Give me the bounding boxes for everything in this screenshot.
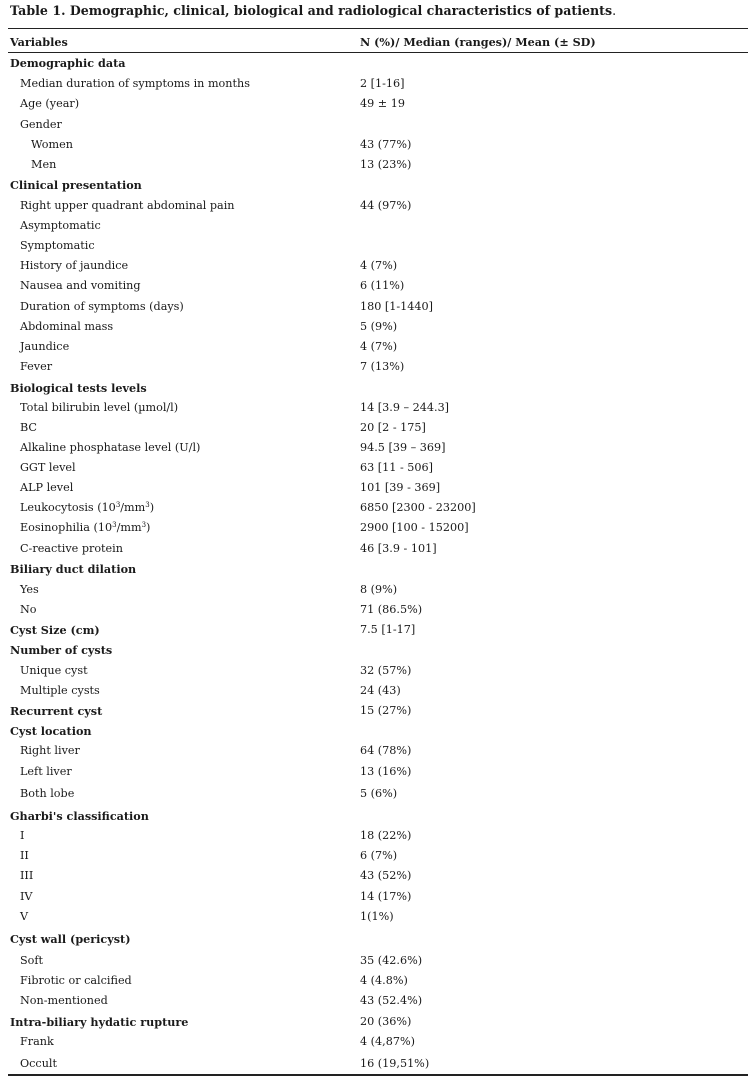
- row-label: Right upper quadrant abdominal pain: [20, 199, 235, 212]
- table-row: [0, 339, 756, 359]
- row-label: Alkaline phosphatase level (U/l): [20, 441, 201, 454]
- table-row: [0, 683, 756, 703]
- table-row: [0, 663, 756, 683]
- table-row: [0, 157, 756, 177]
- row-value: 4 (7%): [360, 340, 398, 353]
- table-row: [0, 848, 756, 868]
- table-row: [0, 480, 756, 500]
- row-label: Frank: [20, 1035, 54, 1048]
- section-row: [0, 380, 756, 400]
- table-row: [0, 909, 756, 929]
- table-row: [0, 582, 756, 602]
- table-row: [0, 1056, 756, 1076]
- table-row: [0, 541, 756, 561]
- table-row: [0, 440, 756, 460]
- row-value: 15 (27%): [360, 704, 412, 717]
- row-value: 20 [2 - 175]: [360, 421, 426, 434]
- row-value: 64 (78%): [360, 744, 412, 757]
- row-value: 20 (36%): [360, 1015, 412, 1028]
- table-caption-label: Table 1: [10, 3, 62, 18]
- row-label: GGT level: [20, 461, 76, 474]
- section-row: [0, 561, 756, 581]
- row-value: 43 (52%): [360, 869, 412, 882]
- table-row: [0, 299, 756, 319]
- section-heading: Recurrent cyst: [10, 704, 103, 718]
- row-value: 13 (16%): [360, 765, 412, 778]
- row-value: 7.5 [1-17]: [360, 623, 416, 636]
- row-label: BC: [20, 421, 37, 434]
- row-label: C-reactive protein: [20, 542, 123, 555]
- row-value: 14 [3.9 – 244.3]: [360, 401, 450, 414]
- row-label-part: /mm: [116, 521, 142, 534]
- row-label: II: [20, 849, 29, 862]
- row-value: 32 (57%): [360, 664, 412, 677]
- row-label: Unique cyst: [20, 664, 88, 677]
- row-label: Left liver: [20, 765, 72, 778]
- table-row: [0, 520, 756, 540]
- section-row: [0, 642, 756, 662]
- row-label: History of jaundice: [20, 259, 129, 272]
- row-label: [20, 520, 150, 536]
- row-value: 4 (4,87%): [360, 1035, 415, 1048]
- section-heading: Number of cysts: [10, 643, 113, 657]
- row-value: 180 [1-1440]: [360, 300, 434, 313]
- row-value: 13 (23%): [360, 158, 412, 171]
- row-label: Yes: [20, 583, 39, 596]
- table-row: [0, 993, 756, 1013]
- row-value: 43 (52.4%): [360, 994, 423, 1007]
- row-value: 44 (97%): [360, 199, 412, 212]
- row-value: 4 (4.8%): [360, 974, 408, 987]
- row-label: IV: [20, 890, 33, 903]
- row-label: Median duration of symptoms in months: [20, 77, 250, 90]
- row-value: 6850 [2300 - 23200]: [360, 501, 476, 514]
- column-header-variables: Variables: [10, 35, 68, 49]
- column-header-values: N (%)/ Median (ranges)/ Mean (± SD): [360, 35, 596, 49]
- table-row: [0, 198, 756, 218]
- row-value: 2900 [100 - 15200]: [360, 521, 469, 534]
- row-label: Occult: [20, 1057, 57, 1070]
- table-caption-end: .: [612, 3, 617, 18]
- table-row: [0, 319, 756, 339]
- section-row: [0, 622, 756, 642]
- table-row: [0, 868, 756, 888]
- row-label: Men: [31, 158, 57, 171]
- row-label: Duration of symptoms (days): [20, 300, 184, 313]
- row-value: 35 (42.6%): [360, 954, 423, 967]
- row-label: Abdominal mass: [20, 320, 114, 333]
- row-label-part: /mm: [120, 501, 146, 514]
- row-value: 18 (22%): [360, 829, 412, 842]
- row-value: 71 (86.5%): [360, 603, 423, 616]
- table-row: [0, 96, 756, 116]
- table-row: [0, 500, 756, 520]
- row-value: 1(1%): [360, 910, 394, 923]
- row-label: No: [20, 603, 37, 616]
- section-heading: Cyst wall (pericyst): [10, 932, 131, 946]
- table-row: [0, 359, 756, 379]
- row-label-part: Eosinophilia (10: [20, 521, 113, 534]
- row-value: 46 [3.9 - 101]: [360, 542, 437, 555]
- table-row: [0, 602, 756, 622]
- row-value: 94.5 [39 – 369]: [360, 441, 446, 454]
- table-row: [0, 76, 756, 96]
- table-bottom-rule: [8, 1074, 748, 1076]
- section-row: [0, 723, 756, 743]
- row-label: Gender: [20, 118, 62, 131]
- row-label: ALP level: [20, 481, 74, 494]
- section-row: [0, 1014, 756, 1034]
- row-value: 5 (9%): [360, 320, 398, 333]
- row-label: [20, 500, 154, 516]
- row-label: Age (year): [20, 97, 80, 110]
- row-label: Symptomatic: [20, 239, 95, 252]
- table-caption-title: . Demographic, clinical, biological and radiological characteristics of patients: [61, 3, 613, 18]
- section-heading: Intra-biliary hydatic rupture: [10, 1015, 189, 1029]
- row-value: 8 (9%): [360, 583, 398, 596]
- table-row: [0, 238, 756, 258]
- row-value: 7 (13%): [360, 360, 405, 373]
- table-caption: [10, 3, 616, 19]
- table-row: [0, 1034, 756, 1054]
- row-label-part: ): [146, 521, 151, 534]
- section-row: [0, 931, 756, 951]
- row-label: Women: [31, 138, 73, 151]
- table-row: [0, 400, 756, 420]
- section-heading: Cyst Size (cm): [10, 623, 100, 637]
- table-row: [0, 764, 756, 784]
- row-value: 16 (19,51%): [360, 1057, 430, 1070]
- row-value: 63 [11 - 506]: [360, 461, 434, 474]
- table-row: [0, 889, 756, 909]
- section-row: [0, 177, 756, 197]
- superscript: 3: [141, 521, 147, 529]
- superscript: 3: [112, 521, 117, 529]
- row-label: Jaundice: [20, 340, 70, 353]
- table-row: [0, 218, 756, 238]
- table-row: [0, 258, 756, 278]
- table-top-rule: [8, 28, 748, 29]
- section-heading: Gharbi's classification: [10, 809, 149, 823]
- table-row: [0, 420, 756, 440]
- row-label: Non-mentioned: [20, 994, 108, 1007]
- section-row: [0, 55, 756, 75]
- table-row: [0, 137, 756, 157]
- table-row: [0, 743, 756, 763]
- row-value: 4 (7%): [360, 259, 398, 272]
- table-row: [0, 460, 756, 480]
- row-value: 6 (7%): [360, 849, 398, 862]
- row-label: III: [20, 869, 34, 882]
- table-row: [0, 278, 756, 298]
- row-label: Total bilirubin level (µmol/l): [20, 401, 179, 414]
- superscript: 3: [145, 501, 150, 509]
- section-heading: Clinical presentation: [10, 178, 142, 192]
- row-label-part: ): [149, 501, 155, 514]
- row-label: Right liver: [20, 744, 80, 757]
- section-heading: Biliary duct dilation: [10, 562, 137, 576]
- row-value: 49 ± 19: [360, 97, 405, 110]
- section-heading: Cyst location: [10, 724, 92, 738]
- table-row: [0, 973, 756, 993]
- row-value: 14 (17%): [360, 890, 412, 903]
- section-heading: Demographic data: [10, 56, 126, 70]
- table-row: [0, 117, 756, 137]
- row-label: Nausea and vomiting: [20, 279, 141, 292]
- row-label: I: [20, 829, 25, 842]
- row-label-part: Leukocytosis (10: [20, 501, 116, 514]
- row-value: 101 [39 - 369]: [360, 481, 441, 494]
- row-value: 24 (43): [360, 684, 401, 697]
- row-label: Fever: [20, 360, 53, 373]
- table-row: [0, 953, 756, 973]
- row-value: 6 (11%): [360, 279, 405, 292]
- row-label: Fibrotic or calcified: [20, 974, 132, 987]
- table-row: [0, 828, 756, 848]
- row-label: Asymptomatic: [20, 219, 101, 232]
- table-header-rule: [8, 52, 748, 53]
- section-row: [0, 808, 756, 828]
- row-label: Soft: [20, 954, 44, 967]
- row-value: 5 (6%): [360, 787, 398, 800]
- row-label: Multiple cysts: [20, 684, 100, 697]
- row-value: 2 [1-16]: [360, 77, 405, 90]
- section-heading: Biological tests levels: [10, 381, 147, 395]
- row-value: 43 (77%): [360, 138, 412, 151]
- row-label: V: [20, 910, 29, 923]
- row-label: Both lobe: [20, 787, 75, 800]
- section-row: [0, 703, 756, 723]
- table-row: [0, 786, 756, 806]
- superscript: 3: [115, 501, 121, 509]
